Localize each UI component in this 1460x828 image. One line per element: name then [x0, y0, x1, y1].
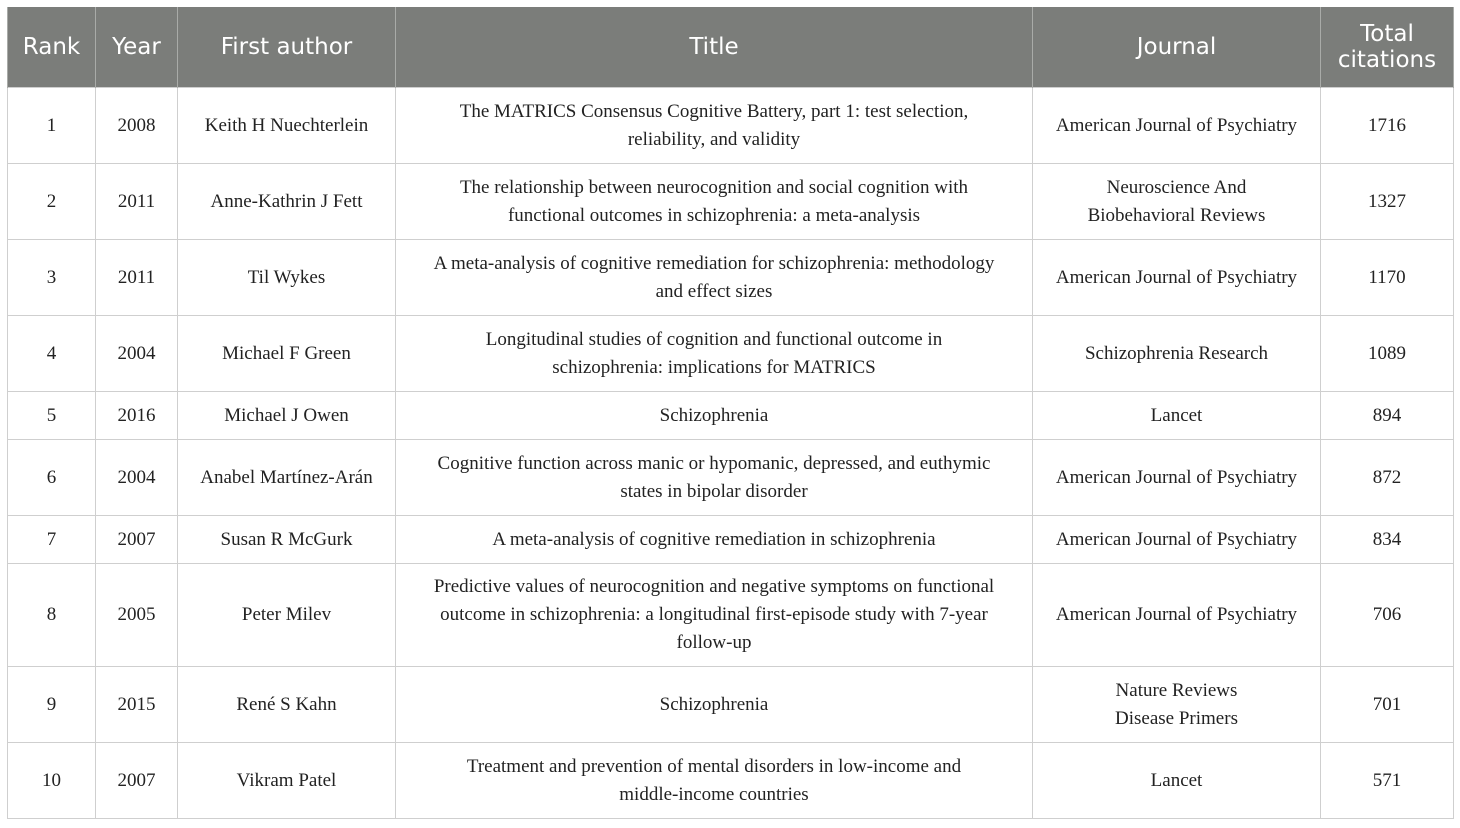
rank-cell: 4 — [8, 316, 96, 392]
citations-cell: 1089 — [1321, 316, 1454, 392]
header-total-citations: Total citations — [1321, 7, 1454, 88]
journal-cell: Schizophrenia Research — [1033, 316, 1321, 392]
citations-cell: 706 — [1321, 564, 1454, 667]
title-cell: Schizophrenia — [396, 667, 1033, 743]
citations-cell: 1716 — [1321, 88, 1454, 164]
rank-cell: 3 — [8, 240, 96, 316]
header-title: Title — [396, 7, 1033, 88]
rank-cell: 5 — [8, 392, 96, 440]
author-cell: Vikram Patel — [178, 743, 396, 819]
table-row — [8, 440, 1454, 516]
table-body — [8, 88, 1454, 819]
citations-table — [7, 7, 1454, 819]
header-first-author: First author — [178, 7, 396, 88]
table-row — [8, 88, 1454, 164]
table-row — [8, 316, 1454, 392]
citations-cell: 872 — [1321, 440, 1454, 516]
journal-cell: Lancet — [1033, 743, 1321, 819]
header-row — [8, 7, 1454, 88]
author-cell: Michael F Green — [178, 316, 396, 392]
rank-cell: 8 — [8, 564, 96, 667]
title-cell: Cognitive function across manic or hypomanic, depressed, and euthymic states in bipolar disorder — [396, 440, 1033, 516]
header-rank: Rank — [8, 7, 96, 88]
citations-cell: 571 — [1321, 743, 1454, 819]
year-cell: 2004 — [96, 316, 178, 392]
table-header — [8, 7, 1454, 88]
rank-cell: 1 — [8, 88, 96, 164]
journal-cell: American Journal of Psychiatry — [1033, 440, 1321, 516]
author-cell: Michael J Owen — [178, 392, 396, 440]
rank-cell: 6 — [8, 440, 96, 516]
author-cell: Susan R McGurk — [178, 516, 396, 564]
table-row — [8, 164, 1454, 240]
journal-cell: Lancet — [1033, 392, 1321, 440]
journal-cell: Neuroscience And Biobehavioral Reviews — [1033, 164, 1321, 240]
journal-cell: American Journal of Psychiatry — [1033, 564, 1321, 667]
author-cell: René S Kahn — [178, 667, 396, 743]
title-cell: The relationship between neurocognition and social cognition with functional outcomes in schizophrenia: a meta-analysis — [396, 164, 1033, 240]
citations-cell: 1327 — [1321, 164, 1454, 240]
journal-cell: Nature Reviews Disease Primers — [1033, 667, 1321, 743]
year-cell: 2011 — [96, 164, 178, 240]
year-cell: 2007 — [96, 743, 178, 819]
rank-cell: 9 — [8, 667, 96, 743]
author-cell: Keith H Nuechterlein — [178, 88, 396, 164]
author-cell: Til Wykes — [178, 240, 396, 316]
header-year: Year — [96, 7, 178, 88]
author-cell: Peter Milev — [178, 564, 396, 667]
table-row — [8, 667, 1454, 743]
table-row — [8, 392, 1454, 440]
author-cell: Anabel Martínez-Arán — [178, 440, 396, 516]
table-row — [8, 564, 1454, 667]
journal-cell: American Journal of Psychiatry — [1033, 516, 1321, 564]
title-cell: A meta-analysis of cognitive remediation in schizophrenia — [396, 516, 1033, 564]
table-row — [8, 240, 1454, 316]
citations-cell: 894 — [1321, 392, 1454, 440]
title-cell: Predictive values of neurocognition and negative symptoms on functional outcome in schizophrenia: a longitudinal first-episode study with 7-year follow-up — [396, 564, 1033, 667]
author-cell: Anne-Kathrin J Fett — [178, 164, 396, 240]
year-cell: 2011 — [96, 240, 178, 316]
citations-cell: 834 — [1321, 516, 1454, 564]
rank-cell: 10 — [8, 743, 96, 819]
year-cell: 2007 — [96, 516, 178, 564]
year-cell: 2005 — [96, 564, 178, 667]
year-cell: 2004 — [96, 440, 178, 516]
year-cell: 2008 — [96, 88, 178, 164]
year-cell: 2015 — [96, 667, 178, 743]
header-journal: Journal — [1033, 7, 1321, 88]
title-cell: Schizophrenia — [396, 392, 1033, 440]
journal-cell: American Journal of Psychiatry — [1033, 88, 1321, 164]
rank-cell: 2 — [8, 164, 96, 240]
citations-cell: 1170 — [1321, 240, 1454, 316]
journal-cell: American Journal of Psychiatry — [1033, 240, 1321, 316]
title-cell: Longitudinal studies of cognition and functional outcome in schizophrenia: implications for MATRICS — [396, 316, 1033, 392]
table-row — [8, 516, 1454, 564]
title-cell: The MATRICS Consensus Cognitive Battery, part 1: test selection, reliability, and validity — [396, 88, 1033, 164]
title-cell: Treatment and prevention of mental disorders in low-income and middle-income countries — [396, 743, 1033, 819]
citations-cell: 701 — [1321, 667, 1454, 743]
table-row — [8, 743, 1454, 819]
title-cell: A meta-analysis of cognitive remediation for schizophrenia: methodology and effect sizes — [396, 240, 1033, 316]
year-cell: 2016 — [96, 392, 178, 440]
rank-cell: 7 — [8, 516, 96, 564]
